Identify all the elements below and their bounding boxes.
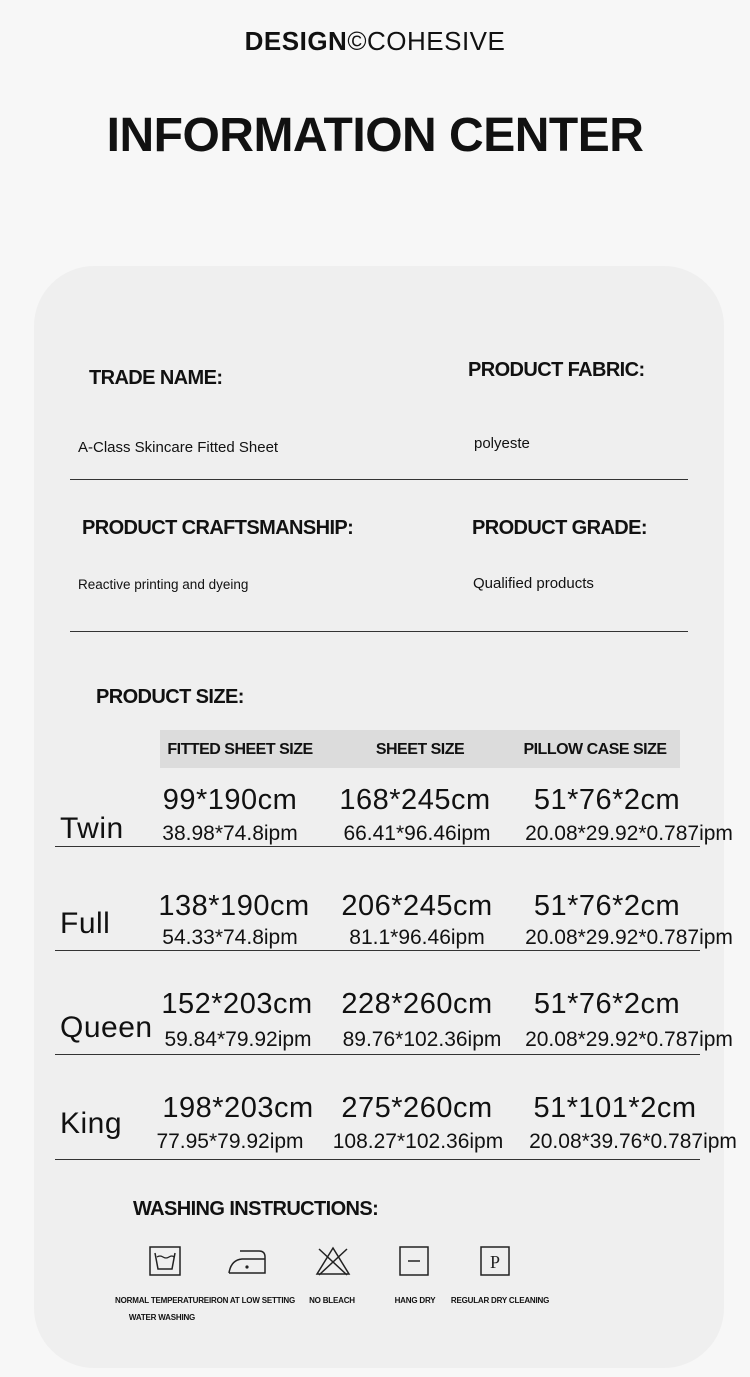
pillow-ipm: 20.08*39.76*0.787ipm: [529, 1130, 737, 1153]
brand-part-1: DESIGN: [244, 26, 348, 56]
header-pillow-case-size: PILLOW CASE SIZE: [523, 741, 667, 758]
wash-label-no-bleach: NO BLEACH: [309, 1296, 355, 1305]
brand-part-2: ©COHESIVE: [347, 26, 506, 56]
size-name-twin: Twin: [60, 812, 124, 845]
pillow-cm: 51*76*2cm: [533, 784, 681, 816]
sheet-ipm: 66.41*96.46ipm: [343, 822, 491, 845]
sheet-cm: 168*245cm: [339, 784, 491, 816]
trade-name-value: A-Class Skincare Fitted Sheet: [78, 439, 279, 456]
divider: [70, 631, 688, 632]
iron-icon: [226, 1245, 268, 1282]
fitted-cm: 198*203cm: [162, 1092, 314, 1124]
sheet-cm: 275*260cm: [341, 1092, 493, 1124]
wash-label-iron: IRON AT LOW SETTING: [209, 1296, 295, 1305]
trade-name-label: TRADE NAME:: [89, 367, 223, 389]
dry-clean-icon: [479, 1245, 513, 1282]
wash-label-normal-temp: NORMAL TEMPERATURE WATER WASHING: [115, 1296, 209, 1322]
svg-text:P: P: [489, 1252, 501, 1272]
header-sheet-size: SHEET SIZE: [375, 741, 465, 758]
pillow-cm: 51*76*2cm: [533, 988, 681, 1020]
sheet-ipm: 108.27*102.36ipm: [332, 1130, 504, 1153]
header-fitted-sheet-size: FITTED SHEET SIZE: [167, 741, 313, 758]
row-divider: [55, 950, 700, 951]
fitted-cm: 138*190cm: [158, 890, 310, 922]
fitted-ipm: 77.95*79.92ipm: [156, 1130, 304, 1153]
pillow-ipm: 20.08*29.92*0.787ipm: [525, 822, 733, 845]
fitted-cm: 99*190cm: [162, 784, 298, 816]
fitted-ipm: 54.33*74.8ipm: [162, 926, 298, 949]
pillow-ipm: 20.08*29.92*0.787ipm: [525, 926, 733, 949]
fitted-ipm: 38.98*74.8ipm: [162, 822, 298, 845]
pillow-ipm: 20.08*29.92*0.787ipm: [525, 1028, 733, 1051]
wash-label-hang-dry: HANG DRY: [394, 1296, 436, 1305]
grade-label: PRODUCT GRADE:: [472, 517, 647, 539]
size-name-king: King: [60, 1107, 123, 1140]
divider: [70, 479, 688, 480]
craftsmanship-label: PRODUCT CRAFTSMANSHIP:: [82, 517, 354, 539]
brand-logo: [0, 26, 750, 57]
wash-label-dry-clean: REGULAR DRY CLEANING: [450, 1296, 550, 1305]
size-name-queen: Queen: [60, 1011, 153, 1044]
craftsmanship-value: Reactive printing and dyeing: [78, 577, 249, 592]
fabric-label: PRODUCT FABRIC:: [468, 359, 645, 381]
sheet-cm: 228*260cm: [341, 988, 493, 1020]
sheet-cm: 206*245cm: [341, 890, 493, 922]
row-divider: [55, 1159, 700, 1160]
sheet-ipm: 89.76*102.36ipm: [342, 1028, 502, 1051]
product-size-label: PRODUCT SIZE:: [96, 686, 244, 708]
grade-value: Qualified products: [473, 575, 594, 592]
fitted-cm: 152*203cm: [161, 988, 313, 1020]
row-divider: [55, 846, 700, 847]
hang-dry-icon: [398, 1245, 432, 1282]
sheet-ipm: 81.1*96.46ipm: [349, 926, 485, 949]
row-divider: [55, 1054, 700, 1055]
fitted-ipm: 59.84*79.92ipm: [164, 1028, 312, 1051]
size-name-full: Full: [60, 907, 111, 940]
pillow-cm: 51*76*2cm: [533, 890, 681, 922]
no-bleach-icon: [314, 1245, 352, 1282]
wash-tub-icon: [148, 1245, 182, 1282]
washing-instructions-label: WASHING INSTRUCTIONS:: [133, 1198, 379, 1220]
page-title: INFORMATION CENTER: [106, 109, 644, 162]
pillow-cm: 51*101*2cm: [533, 1092, 697, 1124]
fabric-value: polyeste: [474, 435, 530, 452]
